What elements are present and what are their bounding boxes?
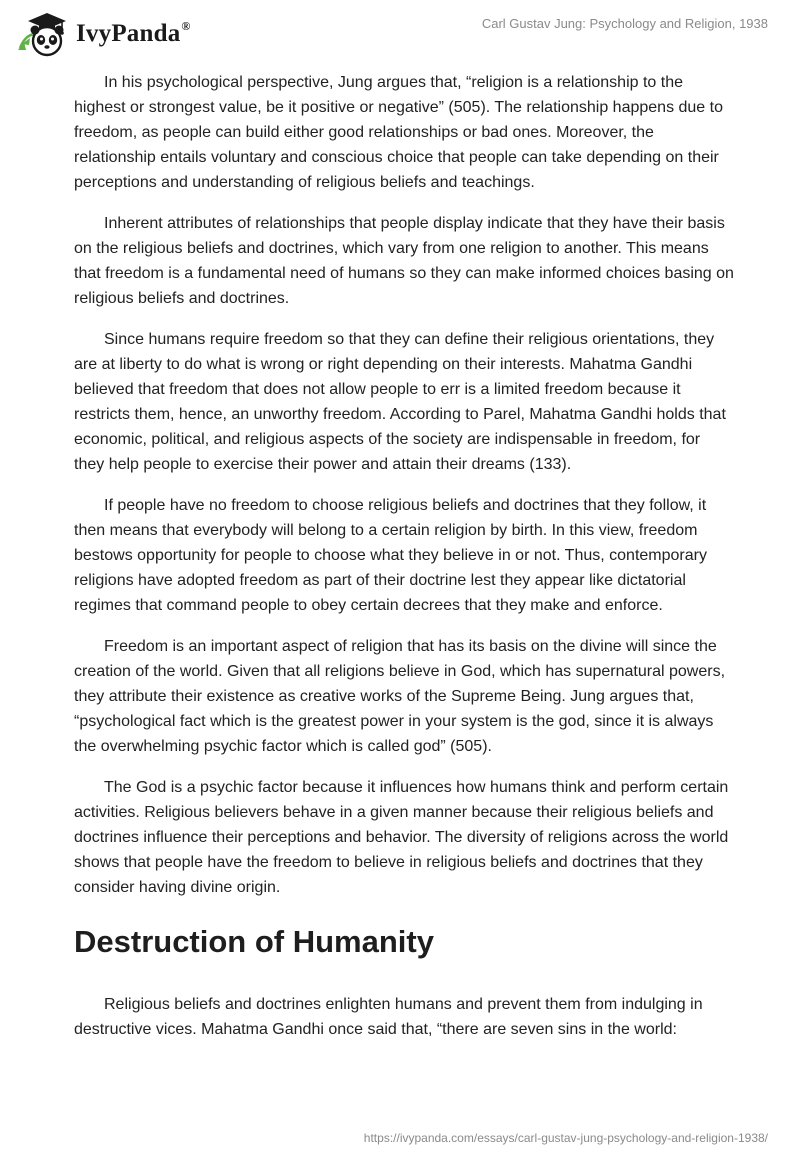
document-title: Carl Gustav Jung: Psychology and Religion, 1938 — [481, 16, 768, 31]
logo-wordmark: IvyPanda® — [76, 18, 191, 47]
registered-mark: ® — [181, 18, 191, 33]
section-heading: Destruction of Humanity — [74, 924, 434, 959]
paragraph-6: The God is a psychic factor because it influences how humans think and perform certain activities. Religious believers behave in a given manner because their religious beliefs and doctrines influence their perceptions and behavior. The diversity of religions across the world shows that people have the freedom to believe in religious beliefs and doctrines that they consider having divine origin. — [74, 779, 729, 896]
article-body — [74, 70, 734, 1058]
paragraph-5: Freedom is an important aspect of religion that has its basis on the divine will since the creation of the world. Given that all religions believe in God, which has supernatural powers, they attribute their existence as creative works of the Supreme Being. Jung argues that, “psychological fact which is the greatest power in your system is the god, since it is always the overwhelming psychic factor which is called god” (505). — [74, 638, 726, 755]
panda-graduate-icon — [14, 8, 72, 58]
paragraph-4: If people have no freedom to choose religious beliefs and doctrines that they follow, it then means that everybody will belong to a certain religion by birth. In this view, freedom bestows opportunity for people to choose what they believe in or not. Thus, contemporary religions have adopted freedom as part of their doctrine lest they appear like dictatorial regimes that command people to obey certain decrees that they make and enforce. — [74, 497, 707, 614]
section-paragraph: Religious beliefs and doctrines enlighten humans and prevent them from indulging in destructive vices. Mahatma Gandhi once said that, “there are seven sins in the world: — [74, 996, 703, 1038]
paragraph-2: Inherent attributes of relationships that people display indicate that they have their basis on the religious beliefs and doctrines, which vary from one religion to another. This means that freedom is a fundamental need of humans so they can make informed choices basing on religious beliefs and doctrines. — [74, 215, 734, 307]
paragraph-3: Since humans require freedom so that they can define their religious orientations, they are at liberty to do what is wrong or right depending on their interests. Mahatma Gandhi believed that freedom that does not allow people to err is a limited freedom because it restricts them, hence, an unworthy freedom. According to Parel, Mahatma Gandhi holds that economic, political, and religious aspects of the society are indispensable in freedom, for they help people to exercise their power and attain their dreams (133). — [74, 331, 726, 473]
paragraph-1: In his psychological perspective, Jung argues that, “religion is a relationship to the highest or strongest value, be it positive or negative” (505). The relationship happens due to freedom, as people can build either good relationships or bad ones. Moreover, the relationship entails voluntary and conscious choice that people can take depending on their perceptions and understanding of religious beliefs and teachings. — [74, 74, 723, 191]
ivypanda-logo[interactable] — [14, 8, 191, 58]
source-url[interactable]: https://ivypanda.com/essays/carl-gustav-jung-psychology-and-religion-1938/ — [363, 1131, 768, 1145]
page-header — [0, 0, 800, 70]
